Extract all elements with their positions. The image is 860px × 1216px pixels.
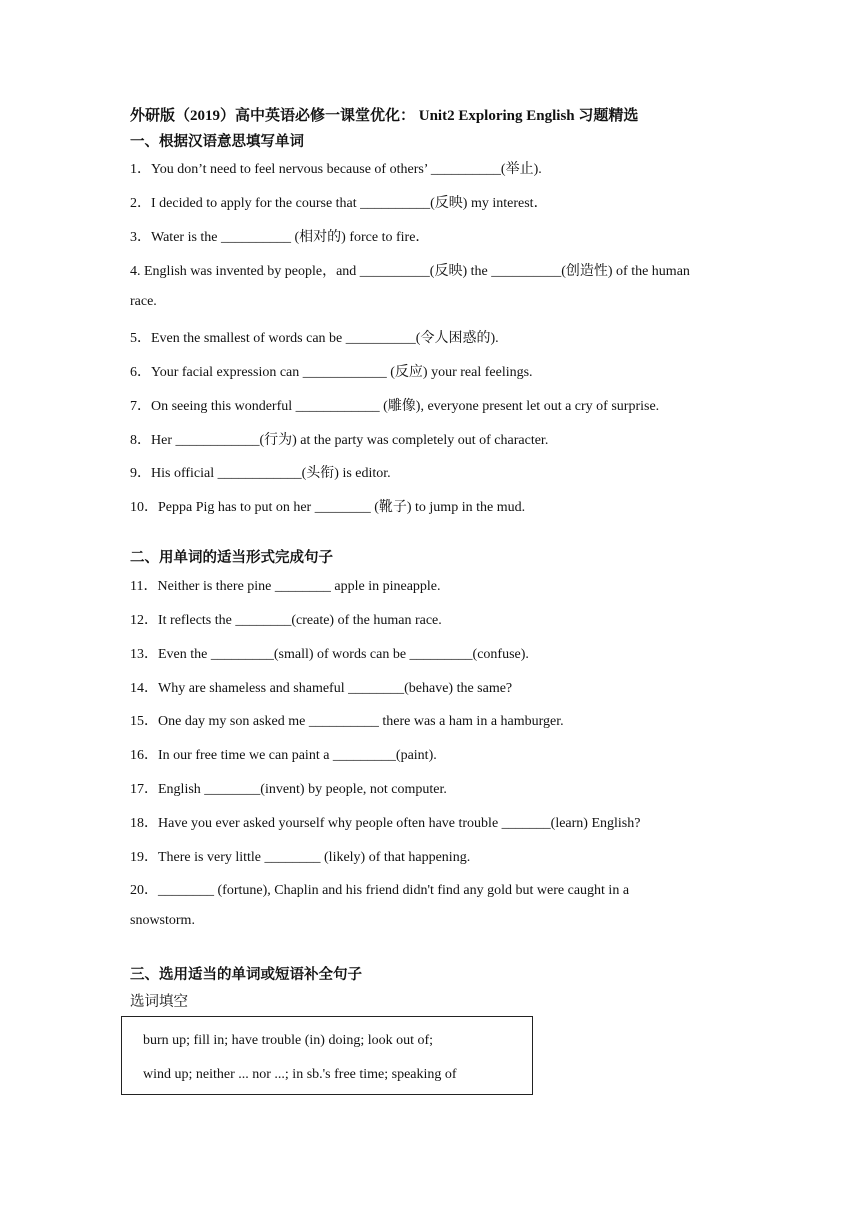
worksheet-title: 外研版（2019）高中英语必修一课堂优化： Unit2 Exploring English 习题精选 xyxy=(130,108,639,124)
question-13: 13．Even the _________(small) of words can be _________(confuse). xyxy=(130,647,529,662)
word-bank-box xyxy=(121,1016,533,1095)
word-bank-line-2: wind up; neither ... nor ...; in sb.'s free time; speaking of xyxy=(143,1067,457,1082)
question-15: 15．One day my son asked me __________ there was a ham in a hamburger. xyxy=(130,714,564,729)
question-12: 12．It reflects the ________(create) of the human race. xyxy=(130,613,442,628)
section2-heading: 二、用单词的适当形式完成句子 xyxy=(130,550,333,566)
question-11: 11．Neither is there pine ________ apple in pineapple. xyxy=(130,579,441,594)
question-9: 9．His official ____________(头衔) is editor. xyxy=(130,466,391,481)
question-17: 17．English ________(invent) by people, not computer. xyxy=(130,782,447,797)
question-4: 4. English was invented by people，and __________(反映) the __________(创造性) of the human xyxy=(130,264,690,279)
question-4-continued: race. xyxy=(130,294,157,309)
question-5: 5．Even the smallest of words can be __________(令人困惑的). xyxy=(130,331,499,346)
question-2: 2．I decided to apply for the course that __________(反映) my interest． xyxy=(130,196,548,211)
question-3: 3．Water is the __________ (相对的) force to fire． xyxy=(130,230,430,245)
section1-heading: 一、根据汉语意思填写单词 xyxy=(130,134,304,150)
question-1: 1．You don’t need to feel nervous because of others’ __________(举止). xyxy=(130,162,542,177)
question-19: 19．There is very little ________ (likely) of that happening. xyxy=(130,850,471,865)
section3-heading: 三、选用适当的单词或短语补全句子 xyxy=(130,967,362,983)
question-16: 16．In our free time we can paint a _________(paint). xyxy=(130,748,437,763)
question-7: 7．On seeing this wonderful ____________ (雕像), everyone present let out a cry of surprise. xyxy=(130,399,660,414)
question-20-continued: snowstorm. xyxy=(130,913,195,928)
question-10: 10．Peppa Pig has to put on her ________ (靴子) to jump in the mud. xyxy=(130,500,526,515)
question-14: 14．Why are shameless and shameful ________(behave) the same? xyxy=(130,681,513,696)
section3-subheading: 选词填空 xyxy=(130,994,188,1010)
question-18: 18．Have you ever asked yourself why people often have trouble _______(learn) English? xyxy=(130,816,641,831)
word-bank-line-1: burn up; fill in; have trouble (in) doing; look out of; xyxy=(143,1033,434,1048)
question-6: 6．Your facial expression can ____________ (反应) your real feelings. xyxy=(130,365,533,380)
question-20: 20．________ (fortune), Chaplin and his friend didn't find any gold but were caught in a xyxy=(130,883,630,898)
question-8: 8．Her ____________(行为) at the party was completely out of character. xyxy=(130,433,549,448)
